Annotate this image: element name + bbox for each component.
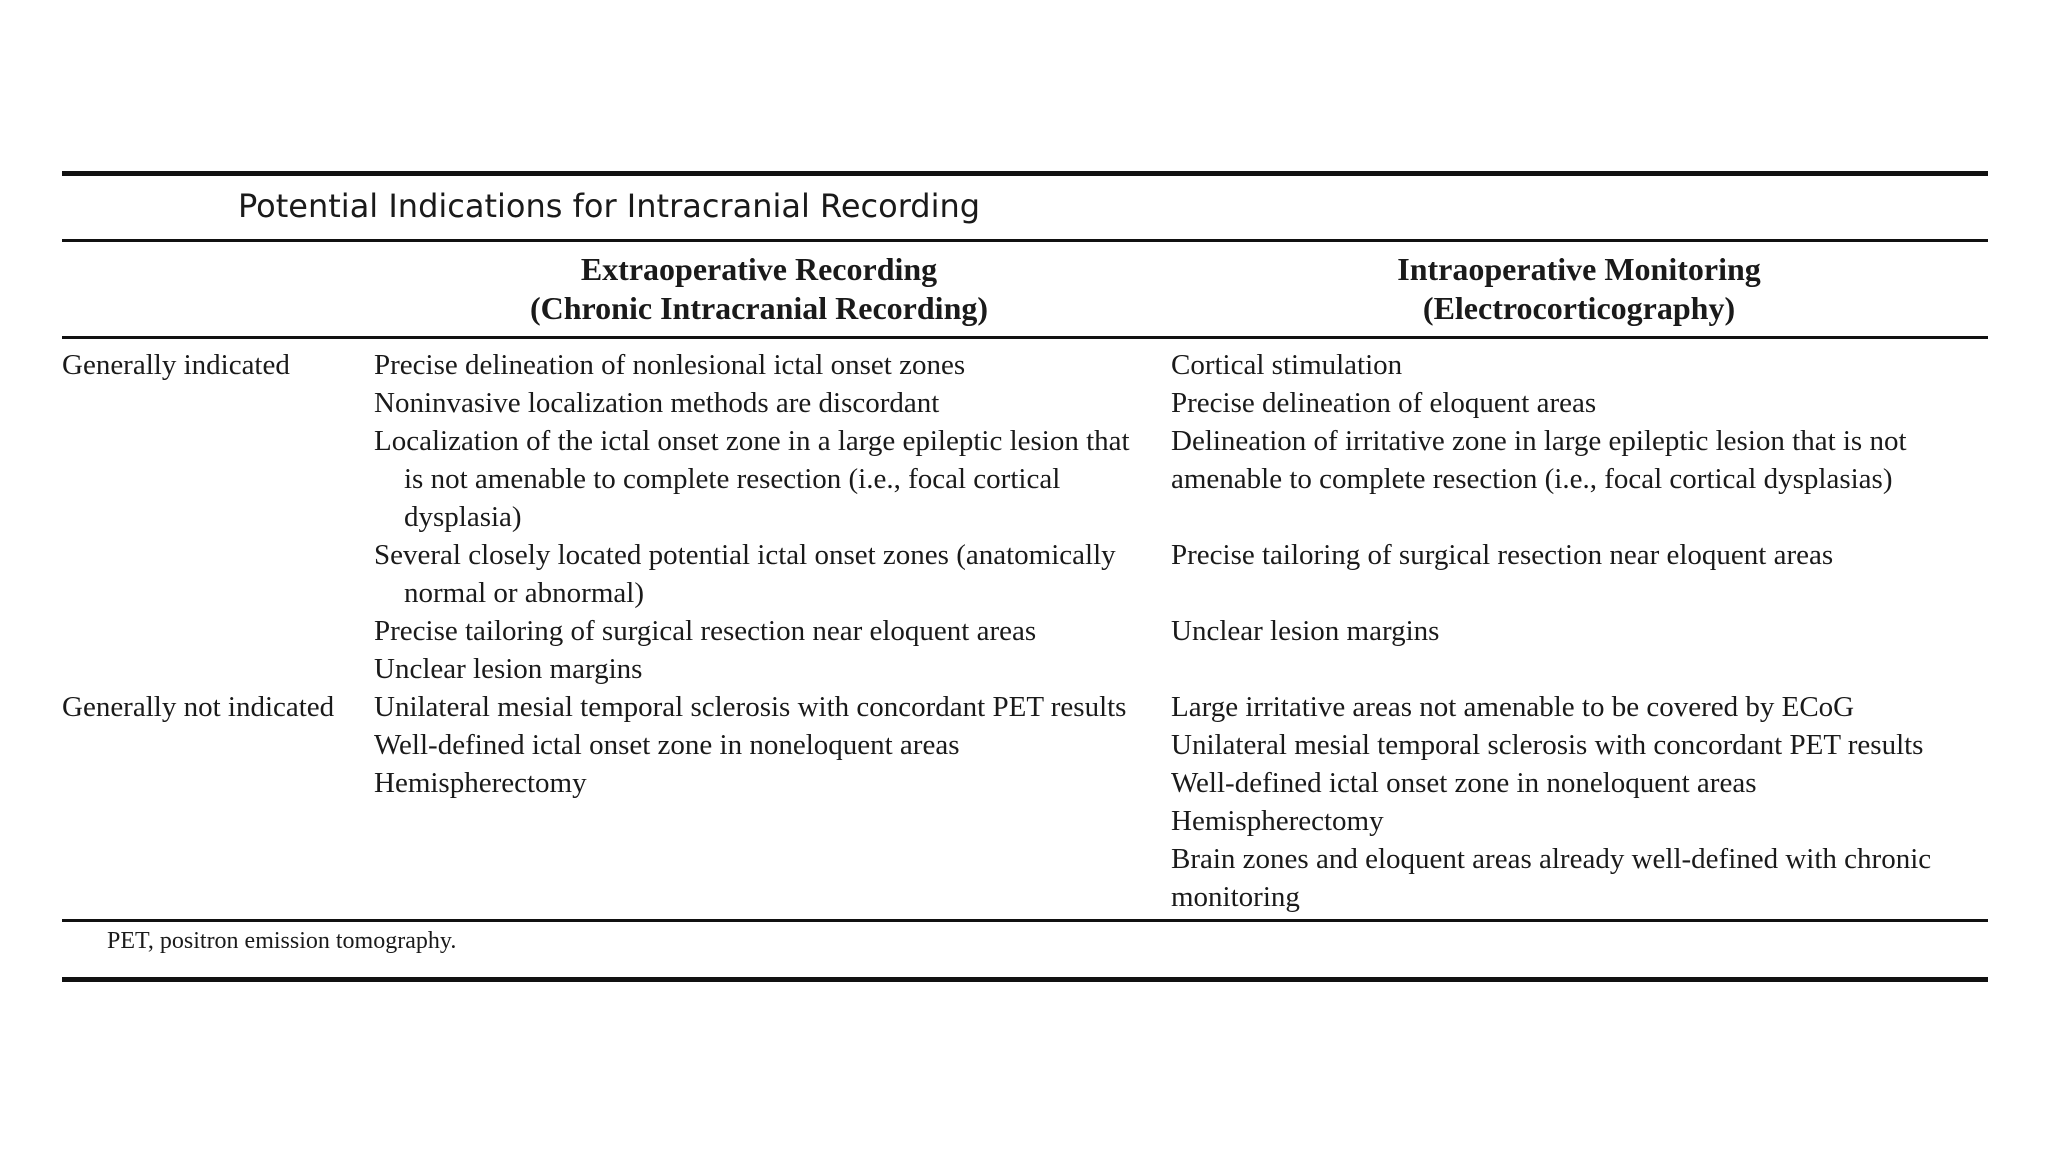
row-label-generally-indicated: Generally indicated	[62, 349, 290, 381]
table-end-rule	[62, 977, 1988, 982]
list-item: Well-defined ictal onset zone in noneloquent areas	[374, 729, 960, 761]
list-item-line: Localization of the ictal onset zone in a large epileptic lesion that	[374, 425, 1130, 457]
list-item-line: Delineation of irritative zone in large epileptic lesion that is not	[1171, 425, 1907, 457]
column-header-extraoperative	[372, 250, 1146, 328]
list-item: Precise tailoring of surgical resection near eloquent areas	[374, 615, 1037, 647]
list-item	[374, 422, 1130, 536]
list-item: Precise tailoring of surgical resection near eloquent areas	[1171, 539, 1834, 571]
title-rule	[62, 239, 1988, 242]
list-item: Hemispherectomy	[374, 767, 587, 799]
table-footnote: PET, positron emission tomography.	[107, 928, 457, 954]
list-item	[1171, 422, 1907, 498]
list-item: Hemispherectomy	[1171, 805, 1384, 837]
table-top-rule	[62, 171, 1988, 176]
list-item-line: Brain zones and eloquent areas already well-defined with chronic	[1171, 843, 1932, 875]
column-header-line: Intraoperative Monitoring	[1397, 251, 1761, 287]
intraoperative-indicated-list	[1171, 346, 1907, 650]
column-header-line: (Chronic Intracranial Recording)	[529, 290, 989, 326]
extraoperative-not-indicated-list	[374, 688, 1126, 802]
header-rule	[62, 336, 1988, 339]
intraoperative-not-indicated-list	[1171, 688, 1931, 916]
list-item: Unilateral mesial temporal sclerosis with concordant PET results	[1171, 729, 1924, 761]
list-item: Large irritative areas not amenable to be covered by ECoG	[1171, 691, 1855, 723]
list-item: Precise delineation of eloquent areas	[1171, 387, 1597, 419]
column-header-intraoperative	[1170, 250, 1988, 328]
column-header-line: Extraoperative Recording	[580, 251, 938, 287]
table-bottom-rule	[62, 919, 1988, 922]
list-item-line: monitoring	[1171, 881, 1300, 913]
row-label-generally-not-indicated: Generally not indicated	[62, 691, 335, 723]
list-item-line: Several closely located potential ictal onset zones (anatomically	[374, 539, 1116, 571]
list-item	[1171, 840, 1931, 916]
list-item: Cortical stimulation	[1171, 349, 1403, 381]
table-title: Potential Indications for Intracranial Recording	[238, 187, 981, 225]
list-item-line: is not amenable to complete resection (i.e., focal cortical	[404, 463, 1061, 495]
list-item: Unclear lesion margins	[1171, 615, 1440, 647]
column-header-line: (Electrocorticography)	[1422, 290, 1736, 326]
list-item: Well-defined ictal onset zone in noneloquent areas	[1171, 767, 1757, 799]
list-item-line: dysplasia)	[404, 501, 522, 533]
list-item-line: amenable to complete resection (i.e., focal cortical dysplasias)	[1171, 463, 1893, 495]
extraoperative-indicated-list	[374, 346, 1130, 688]
list-item: Precise delineation of nonlesional ictal onset zones	[374, 349, 966, 381]
list-item: Unilateral mesial temporal sclerosis with concordant PET results	[374, 691, 1127, 723]
list-item	[374, 536, 1130, 612]
list-item: Noninvasive localization methods are discordant	[374, 387, 940, 419]
list-item: Unclear lesion margins	[374, 653, 643, 685]
list-item-line: normal or abnormal)	[404, 577, 644, 609]
